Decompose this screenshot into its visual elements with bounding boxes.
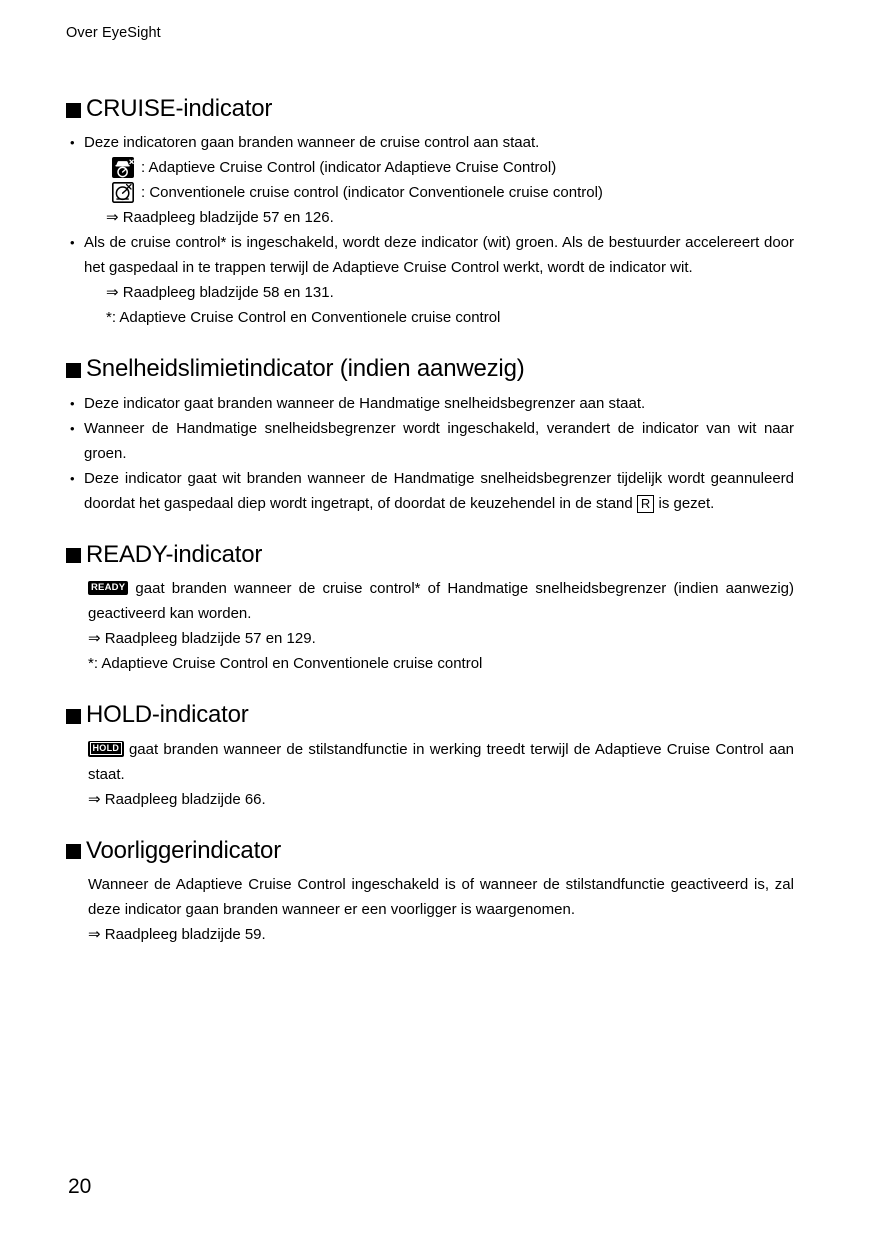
bullet-text: Wanneer de Handmatige snelheidsbegrenzer wordt ingeschakeld, verandert de indicator van wit naar groen.: [84, 419, 794, 462]
footnote-line: *: Adaptieve Cruise Control en Conventionele cruise control: [106, 309, 501, 327]
section-cruise-indicator: [66, 96, 794, 330]
heading-square-marker: [66, 844, 81, 859]
reference-line: ⇒ Raadpleeg bladzijde 57 en 129.: [88, 630, 316, 648]
section-preceding-vehicle-indicator: [66, 838, 794, 947]
reference-line: ⇒ Raadpleeg bladzijde 58 en 131.: [106, 284, 334, 302]
running-header: Over EyeSight: [66, 25, 161, 41]
section-heading-text: Snelheidslimietindicator (indien aanwezig): [86, 355, 525, 383]
ready-body-paragraph: [66, 576, 794, 626]
gear-position-r-badge: R: [637, 495, 654, 514]
list-item: [66, 391, 794, 416]
list-item: [66, 230, 794, 280]
section-heading-preceding-vehicle: [66, 838, 794, 864]
speed-limit-bullet-list: [66, 391, 794, 516]
bullet-text-part-1: Deze indicator gaat wit branden wanneer de Handmatige snelheidsbegrenzer tijdelijk wordt geannuleerd doordat het gaspedaal diep wordt ingetrapt, of doordat de keuzehendel in de stand: [84, 469, 794, 512]
page-number: 20: [68, 1175, 92, 1198]
conventional-cruise-control-icon: [112, 182, 134, 203]
bullet-text: Deze indicator gaat branden wanneer de Handmatige snelheidsbegrenzer aan staat.: [84, 394, 646, 412]
ready-body-text: gaat branden wanneer de cruise control* of Handmatige snelheidsbegrenzer (indien aanwezig) geactiveerd kan worden.: [88, 580, 794, 623]
icon-row-conventional-cruise: [66, 180, 794, 205]
section-heading-text: CRUISE-indicator: [86, 95, 273, 122]
section-hold-indicator: [66, 702, 794, 811]
section-heading-text: READY-indicator: [86, 540, 263, 568]
reference-line: ⇒ Raadpleeg bladzijde 57 en 126.: [106, 209, 334, 227]
icon-row-label: : Adaptieve Cruise Control (indicator Adaptieve Cruise Control): [141, 159, 557, 177]
hold-badge: [88, 741, 124, 757]
hold-badge-label: HOLD: [90, 742, 123, 755]
adaptive-cruise-control-icon: [112, 157, 134, 178]
bullet-text: Als de cruise control* is ingeschakeld, wordt deze indicator (wit) groen. Als de bestuurder accelereert door het gaspedaal in te trappen terwijl de Adaptieve Cruise Control werkt, wordt de indicator wit.: [84, 234, 794, 277]
list-item: [66, 130, 794, 155]
reference-line: ⇒ Raadpleeg bladzijde 66.: [88, 790, 266, 808]
hold-body-text: gaat branden wanneer de stilstandfunctie in werking treedt terwijl de Adaptieve Cruise Control aan staat.: [88, 740, 794, 783]
section-heading-speed-limit: [66, 356, 794, 382]
section-heading-ready: [66, 542, 794, 568]
heading-square-marker: [66, 363, 81, 378]
heading-square-marker: [66, 103, 81, 118]
bullet-text-part-2: is gezet.: [658, 494, 715, 512]
list-item: [66, 416, 794, 466]
cruise-bullet-list: [66, 130, 794, 155]
reference-line: ⇒ Raadpleeg bladzijde 59.: [88, 925, 266, 943]
heading-square-marker: [66, 709, 81, 724]
page-content: [66, 96, 794, 947]
footnote-line: *: Adaptieve Cruise Control en Conventionele cruise control: [88, 655, 483, 673]
icon-row-adaptive-cruise: [66, 155, 794, 180]
section-heading-hold: [66, 702, 794, 728]
bullet-text: Deze indicatoren gaan branden wanneer de cruise control aan staat.: [84, 134, 540, 152]
preceding-vehicle-body-paragraph: Wanneer de Adaptieve Cruise Control ingeschakeld is of wanneer de stilstandfunctie geactiveerd is, zal deze indicator gaan branden wanneer er een voorligger is waargenomen.: [88, 875, 794, 918]
section-speed-limit-indicator: [66, 356, 794, 515]
section-heading-cruise: [66, 96, 794, 122]
ready-badge: READY: [88, 581, 128, 595]
hold-body-paragraph: [66, 737, 794, 787]
section-heading-text: Voorliggerindicator: [86, 836, 281, 864]
icon-row-label: : Conventionele cruise control (indicator Conventionele cruise control): [141, 184, 603, 202]
list-item: [66, 466, 794, 516]
section-heading-text: HOLD-indicator: [86, 701, 249, 729]
heading-square-marker: [66, 548, 81, 563]
cruise-bullet-list-2: [66, 230, 794, 280]
section-ready-indicator: [66, 542, 794, 676]
